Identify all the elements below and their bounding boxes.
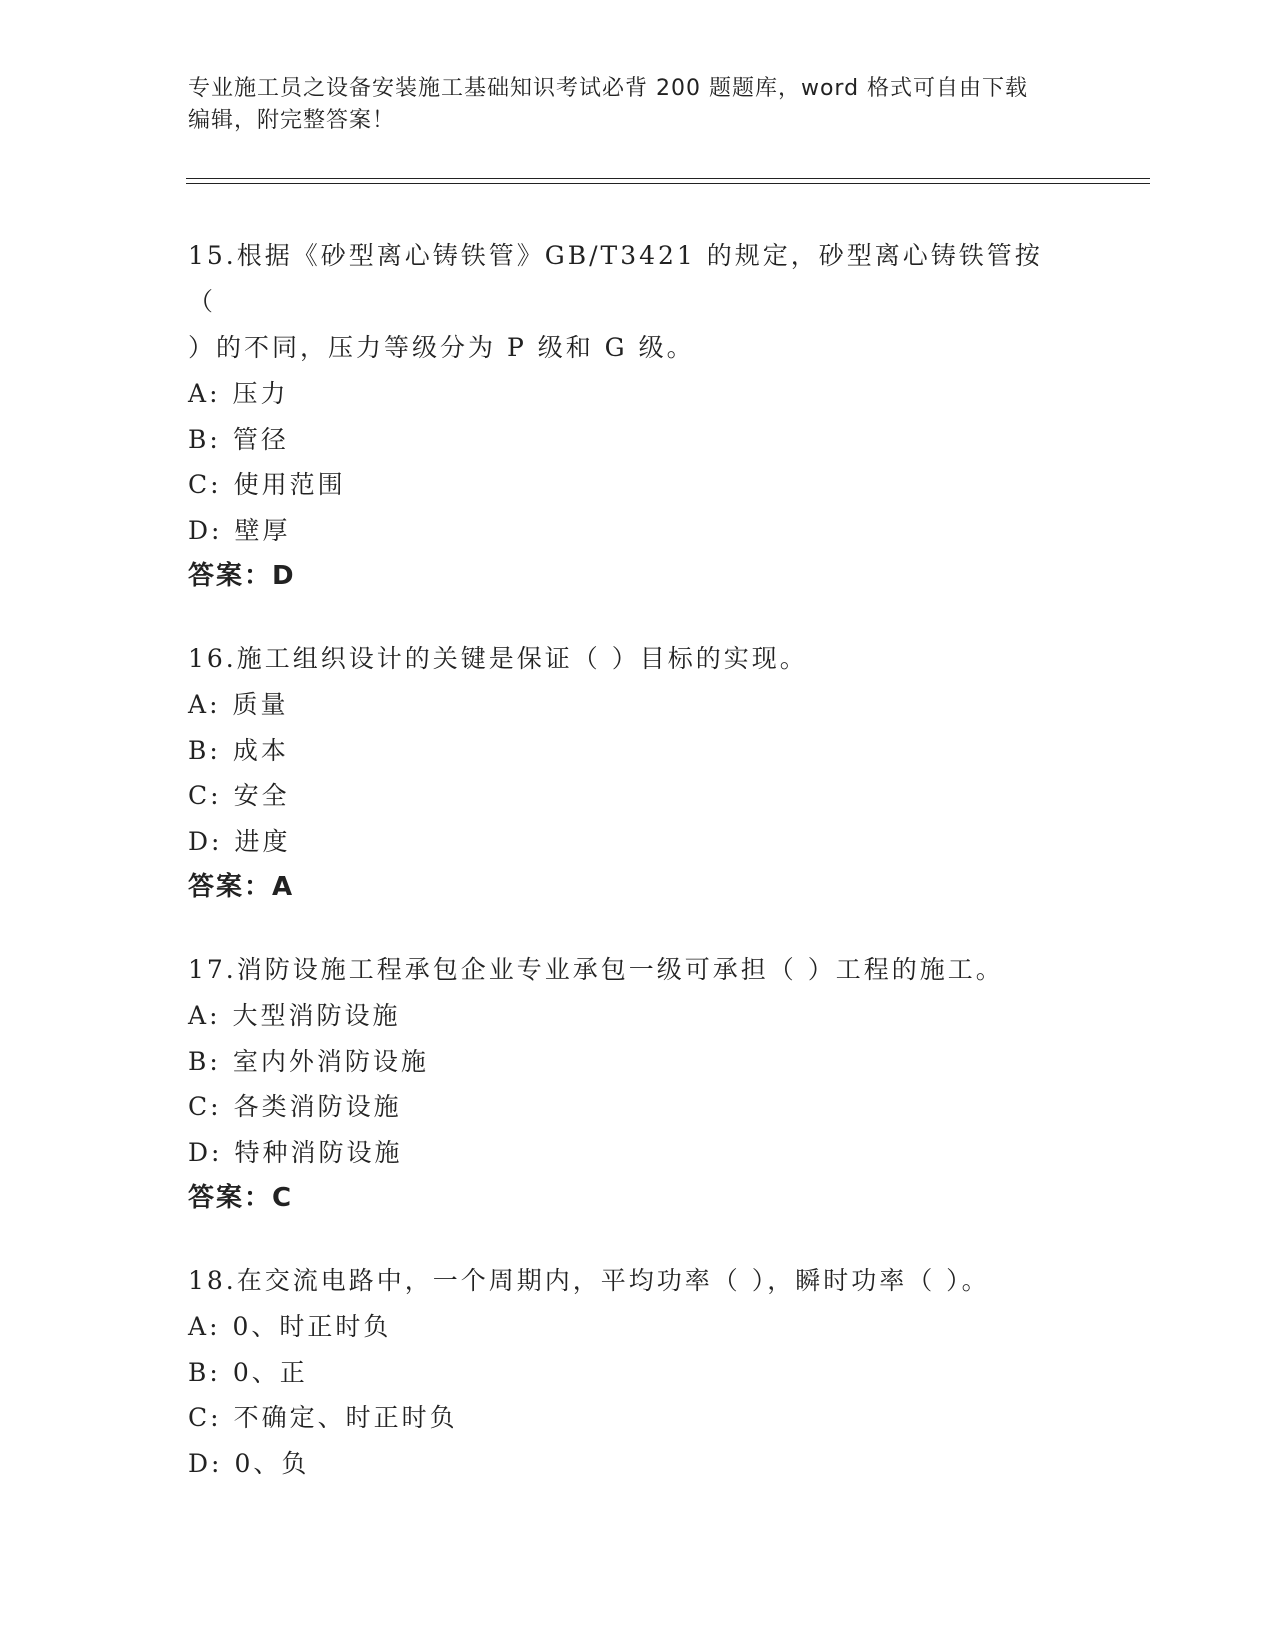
option-text: 使用范围	[233, 470, 346, 499]
option-text: 各类消防设施	[233, 1092, 402, 1121]
option-key: C	[188, 1092, 211, 1121]
question-list	[188, 233, 1068, 1523]
option-key: D	[188, 515, 212, 545]
question-stem-line-1: 16.施工组织设计的关键是保证（ ）目标的实现。	[188, 644, 808, 673]
question-stem-line-1: 17.消防设施工程承包企业专业承包一级可承担（ ）工程的施工。	[188, 955, 1004, 984]
option-c	[188, 462, 1068, 508]
option-b	[188, 728, 1068, 774]
option-text: 压力	[232, 379, 289, 408]
option-b	[188, 1039, 1068, 1085]
question-18	[188, 1258, 1068, 1486]
header-divider-top	[186, 178, 1150, 179]
option-key: A	[188, 690, 210, 719]
question-15	[188, 233, 1068, 599]
option-text: 安全	[233, 781, 290, 810]
option-key: B	[188, 424, 210, 454]
answer-line: 答案：A	[188, 872, 295, 902]
option-text: 0、正	[232, 1357, 308, 1387]
question-16	[188, 636, 1068, 910]
option-key: D	[188, 826, 212, 856]
option-key: D	[188, 1448, 212, 1478]
option-key: A	[188, 1001, 210, 1030]
option-c	[188, 773, 1068, 819]
option-key: C	[188, 1403, 211, 1432]
option-d	[188, 1441, 1068, 1487]
option-c	[188, 1395, 1068, 1441]
option-key: B	[188, 735, 210, 765]
option-text: 不确定、时正时负	[233, 1403, 458, 1432]
option-b	[188, 1350, 1068, 1396]
option-text: 壁厚	[234, 515, 291, 545]
option-separator: :	[210, 1092, 222, 1121]
option-separator: :	[211, 826, 223, 856]
option-d	[188, 1130, 1068, 1176]
option-d	[188, 508, 1068, 554]
option-text: 0、负	[234, 1448, 310, 1478]
option-separator: :	[209, 424, 221, 454]
option-text: 进度	[234, 826, 291, 856]
option-text: 质量	[232, 690, 289, 719]
question-stem-line-1: 18.在交流电路中，一个周期内，平均功率（ ），瞬时功率（ ）。	[188, 1266, 990, 1295]
question-stem-line-1: 15.根据《砂型离心铸铁管》GB/T3421 的规定，砂型离心铸铁管按（	[188, 241, 1043, 316]
option-separator: :	[210, 470, 222, 499]
option-key: A	[188, 379, 210, 408]
option-key: C	[188, 781, 211, 810]
option-text: 0、时正时负	[232, 1312, 392, 1341]
option-a	[188, 371, 1068, 417]
option-key: D	[188, 1137, 212, 1167]
option-a	[188, 682, 1068, 728]
option-separator: :	[209, 1357, 221, 1387]
option-text: 大型消防设施	[232, 1001, 401, 1030]
option-separator: :	[211, 515, 223, 545]
option-text: 室内外消防设施	[232, 1046, 429, 1076]
option-c	[188, 1084, 1068, 1130]
option-separator: :	[210, 1403, 222, 1432]
option-text: 特种消防设施	[234, 1137, 403, 1167]
option-d	[188, 819, 1068, 865]
option-separator: :	[211, 1448, 223, 1478]
option-key: C	[188, 470, 211, 499]
header-line-1: 专业施工员之设备安装施工基础知识考试必背 200 题题库，word 格式可自由下载	[188, 76, 1029, 101]
option-key: B	[188, 1046, 210, 1076]
header-divider-bottom	[186, 183, 1150, 184]
answer-line: 答案：D	[188, 561, 296, 591]
option-key: B	[188, 1357, 210, 1387]
option-separator: :	[209, 690, 221, 719]
option-separator: :	[209, 1312, 221, 1341]
document-header	[188, 73, 1068, 137]
option-b	[188, 417, 1068, 463]
option-separator: :	[209, 735, 221, 765]
header-line-2: 编辑，附完整答案！	[188, 108, 396, 133]
option-a	[188, 993, 1068, 1039]
option-separator: :	[211, 1137, 223, 1167]
option-separator: :	[209, 1001, 221, 1030]
option-key: A	[188, 1312, 210, 1341]
option-separator: :	[209, 1046, 221, 1076]
option-text: 成本	[232, 735, 289, 765]
question-17	[188, 947, 1068, 1221]
option-a	[188, 1304, 1068, 1350]
option-separator: :	[210, 781, 222, 810]
question-stem-line-2: ）的不同，压力等级分为 P 级和 G 级。	[188, 333, 695, 362]
answer-line: 答案：C	[188, 1183, 294, 1213]
option-separator: :	[209, 379, 221, 408]
option-text: 管径	[232, 424, 289, 454]
